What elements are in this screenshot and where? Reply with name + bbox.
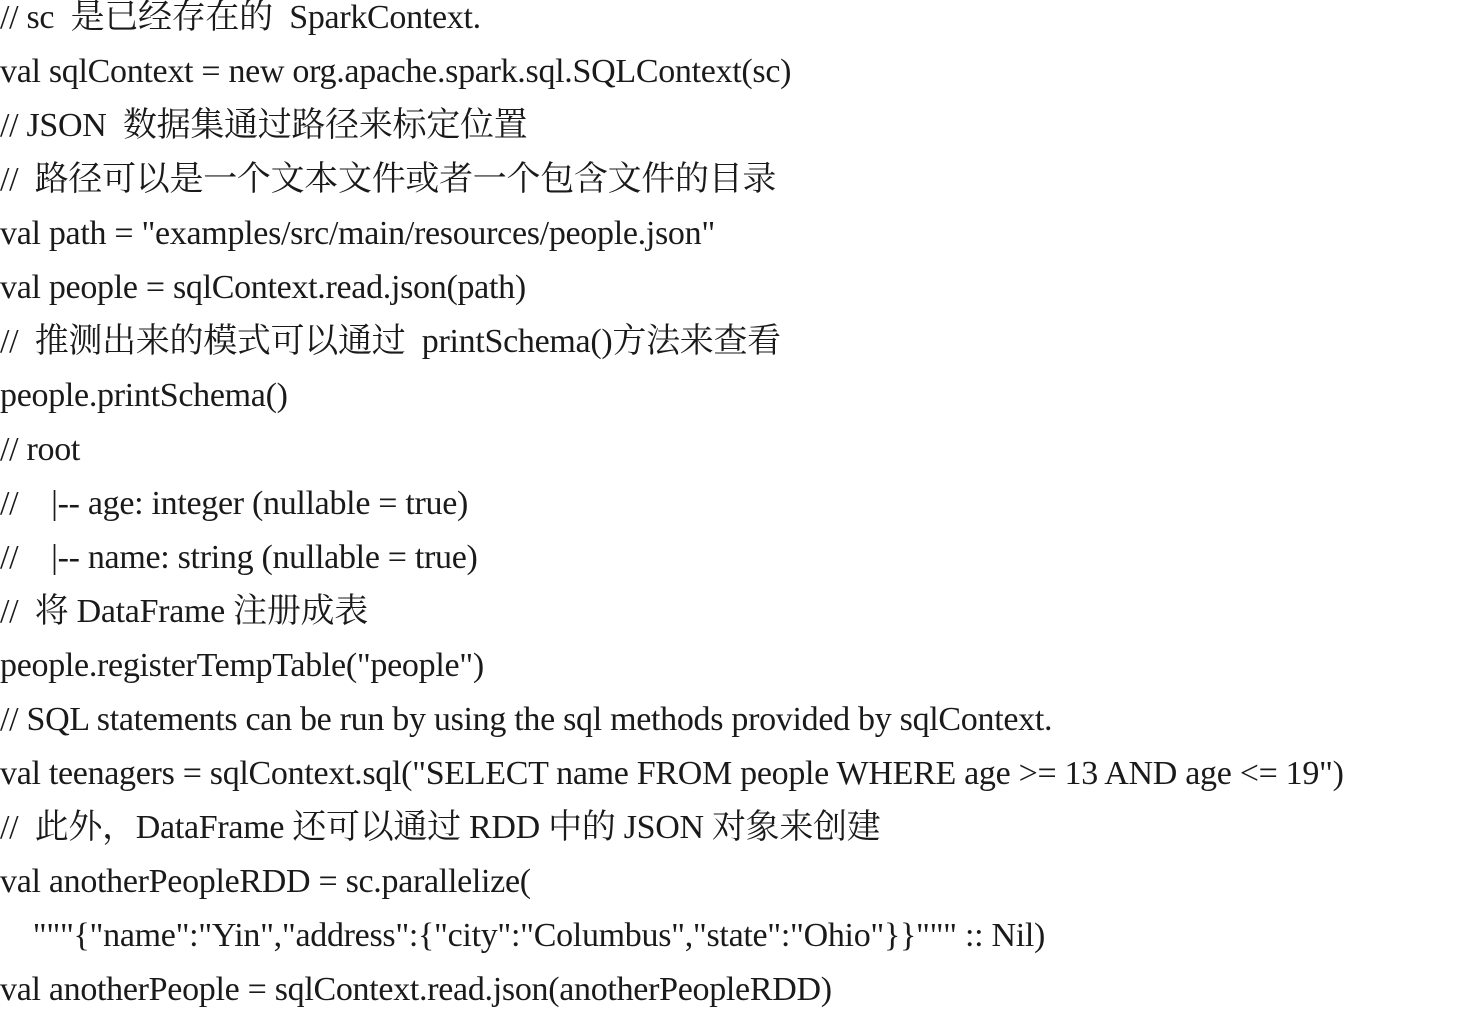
code-line: people.registerTempTable("people") (0, 647, 484, 684)
code-line: val teenagers = sqlContext.sql("SELECT name FROM people WHERE age >= 13 AND age <= 19") (0, 755, 1344, 792)
code-line: val anotherPeopleRDD = sc.parallelize( (0, 863, 531, 900)
code-line: // 将 DataFrame 注册成表 (0, 593, 368, 630)
code-line: // 路径可以是一个文本文件或者一个包含文件的目录 (0, 161, 777, 198)
code-line: val anotherPeople = sqlContext.read.json(anotherPeopleRDD) (0, 971, 832, 1008)
code-line: """{"name":"Yin","address":{"city":"Columbus","state":"Ohio"}}""" :: Nil) (0, 917, 1046, 954)
code-line: // SQL statements can be run by using the sql methods provided by sqlContext. (0, 701, 1053, 738)
code-line: // |-- age: integer (nullable = true) (0, 485, 469, 522)
code-line: // sc 是已经存在的 SparkContext. (0, 0, 481, 36)
code-line: // 此外，DataFrame 还可以通过 RDD 中的 JSON 对象来创建 (0, 809, 881, 846)
code-line: people.printSchema() (0, 377, 288, 414)
code-line: val path = "examples/src/main/resources/people.json" (0, 215, 715, 252)
code-line: // 推测出来的模式可以通过 printSchema()方法来查看 (0, 323, 781, 360)
code-line: // |-- name: string (nullable = true) (0, 539, 478, 576)
code-line: // JSON 数据集通过路径来标定位置 (0, 107, 528, 144)
code-line: // root (0, 431, 81, 468)
code-line: val people = sqlContext.read.json(path) (0, 269, 526, 306)
code-line: val sqlContext = new org.apache.spark.sql.SQLContext(sc) (0, 53, 792, 90)
